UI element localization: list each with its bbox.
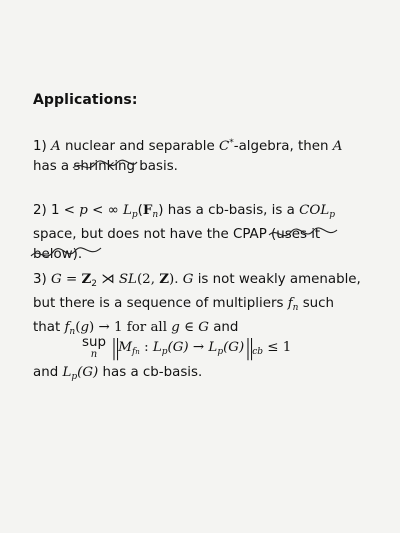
math-free-group-F: F <box>142 202 153 218</box>
math-Z: Z <box>159 271 169 287</box>
sub-n: n <box>135 348 140 356</box>
text: has a cb-basis. <box>98 365 203 380</box>
math-f: f <box>287 296 293 311</box>
math-G: G <box>51 272 62 287</box>
text: < ∞ <box>87 203 123 218</box>
item-2-line-2 <box>33 225 373 245</box>
heading: Applications: <box>33 92 138 108</box>
math-sub-n: n <box>292 303 299 313</box>
item-3 <box>33 269 373 342</box>
math-C: C <box>219 139 230 154</box>
math-G: G <box>182 272 194 287</box>
text: but there is a sequence of multipliers <box>33 296 288 311</box>
math-sub-p: p <box>161 347 168 357</box>
item-1 <box>33 133 373 177</box>
math-g: g <box>171 320 180 335</box>
struck-phrase-b <box>33 245 82 265</box>
math-p: p <box>79 203 88 218</box>
text: -algebra, then <box>233 139 333 154</box>
display-equation <box>82 336 291 361</box>
math-sub-2: 2 <box>91 279 97 289</box>
struck-word <box>73 157 135 177</box>
math-A: A <box>332 139 343 154</box>
math-f: f <box>64 320 70 335</box>
struck-text: (uses it <box>271 227 321 242</box>
math-args: ). <box>169 272 179 287</box>
math-sub-n: n <box>69 327 76 337</box>
item-2-line-1 <box>33 200 373 225</box>
math-sub-n: n <box>152 210 159 220</box>
math-COL: COL <box>299 203 330 218</box>
paren: ( <box>75 320 81 335</box>
struck-text: below). <box>33 247 83 262</box>
norm-close: ‖ <box>244 336 253 361</box>
item-3-line-2 <box>33 294 373 318</box>
text: and <box>208 320 239 335</box>
math-g: g <box>80 320 90 335</box>
math-L: L <box>208 340 218 355</box>
sup-operator <box>82 336 106 360</box>
sub-f: f <box>131 347 136 357</box>
math-sub-fn <box>132 347 140 357</box>
struck-phrase-a <box>271 225 320 245</box>
sup-text: sup <box>82 335 106 350</box>
text: is not weakly amenable, <box>193 272 361 287</box>
text: nuclear and separable <box>60 139 220 154</box>
text: 1) <box>33 139 52 154</box>
math-star: * <box>229 138 234 148</box>
math-sub-p: p <box>329 210 335 220</box>
text: space, but does not have the CPAP <box>33 227 272 242</box>
item-2 <box>33 200 373 265</box>
text: 2) 1 < <box>33 203 80 218</box>
item-1-line-1 <box>33 133 373 157</box>
math-L: L <box>62 365 72 380</box>
math-eq: = <box>61 272 82 287</box>
math-sub-p: p <box>131 210 138 220</box>
item-3-line-1 <box>33 269 373 294</box>
math-rtimes: ⋊ <box>96 272 119 287</box>
math-L: L <box>123 203 132 218</box>
text: such <box>298 296 335 311</box>
math-Z: Z <box>81 271 92 287</box>
struck-text: shrinking <box>73 159 136 174</box>
text: basis. <box>135 159 178 174</box>
text: has a <box>33 159 74 174</box>
math-leq-1: ≤ 1 <box>263 340 292 355</box>
math-M: M <box>118 340 132 355</box>
math-G-arg: (G) <box>167 340 189 355</box>
math-arrow: → <box>188 340 209 355</box>
text: that <box>33 320 65 335</box>
paren: ) <box>158 203 164 218</box>
item-1-line-2 <box>33 157 373 177</box>
math-sub-cb: cb <box>252 347 264 357</box>
norm-open: ‖ <box>110 336 119 361</box>
paren: ( <box>137 203 143 218</box>
text: ) → 1 for all <box>89 320 172 335</box>
text: 3) <box>33 272 52 287</box>
math-G-arg: (G) <box>77 365 99 380</box>
math-A: A <box>51 139 61 154</box>
final-line <box>33 365 202 382</box>
math-sub-p: p <box>71 372 78 382</box>
math-sub-p: p <box>217 347 224 357</box>
math-L: L <box>152 340 162 355</box>
item-2-line-3 <box>33 245 373 265</box>
math-SL: SL <box>118 272 137 287</box>
text: and <box>33 365 63 380</box>
math-G-arg: (G) <box>223 340 245 355</box>
math-args: (2, <box>136 272 160 287</box>
math-in: ∈ <box>179 320 199 335</box>
text: has a cb-basis, is a <box>163 203 300 218</box>
math-colon: : <box>139 340 153 355</box>
math-G: G <box>198 320 209 335</box>
sup-subscript: n <box>90 349 98 360</box>
